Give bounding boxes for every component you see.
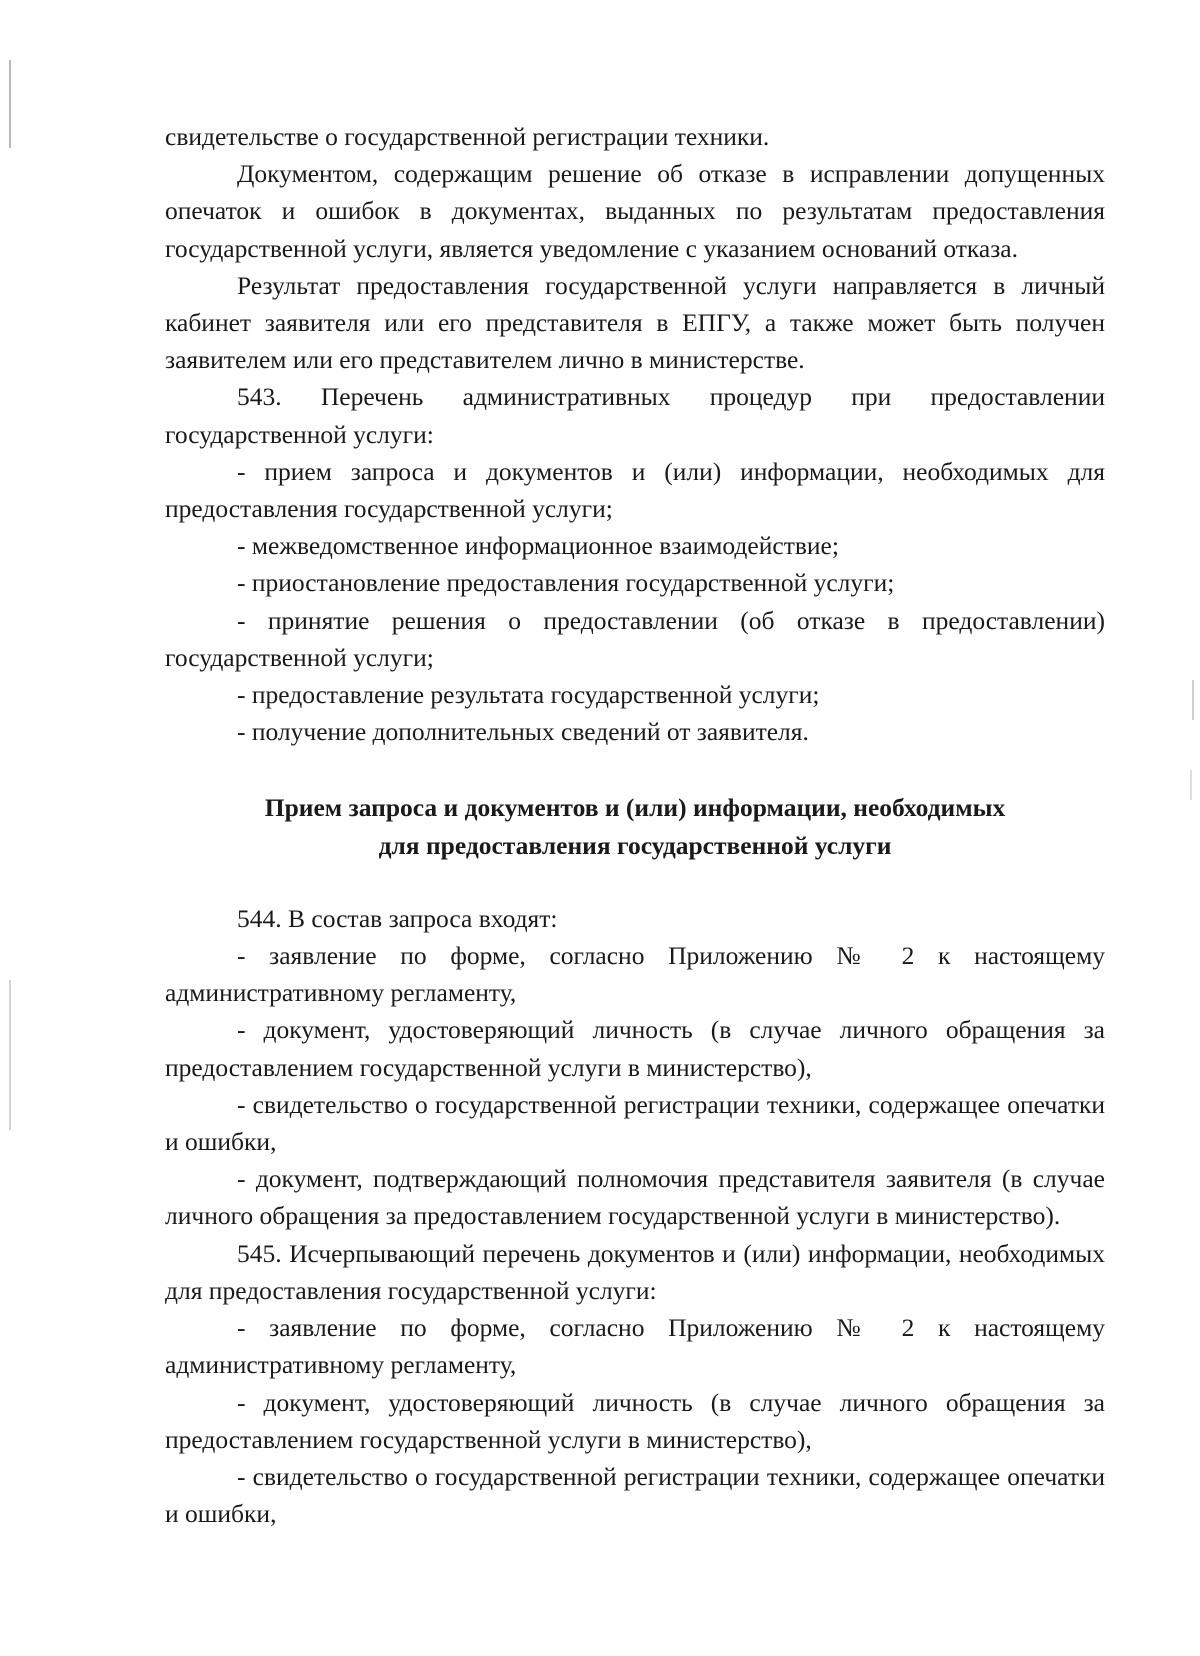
section-heading xyxy=(165,789,1105,863)
scan-edge-mark xyxy=(9,980,11,1130)
paragraph: 544. В состав запроса входят: xyxy=(237,903,558,933)
paragraph: Результат предоставления государственной услуги направляется в личный кабинет заявителя или его представителя в ЕПГУ, а также может быть получен заявителем или его представителем лично в министерстве. xyxy=(165,270,1105,375)
scan-edge-mark xyxy=(9,60,11,148)
list-item: - предоставление результата государственной услуги; xyxy=(237,680,820,710)
paragraph: Документом, содержащим решение об отказе в исправлении допущенных опечаток и ошибок в документах, выданных по результатам предоставления государственной услуги, является уведомление с указанием оснований отказа. xyxy=(165,159,1105,263)
list-item: - свидетельство о государственной регистрации техники, содержащее опечатки и ошибки, xyxy=(165,1461,1105,1529)
list-item: - прием запроса и документов и (или) информации, необходимых для предоставления государственной услуги; xyxy=(165,456,1105,524)
scan-edge-mark xyxy=(1192,680,1194,720)
list-item: - документ, удостоверяющий личность (в случае личного обращения за предоставлением государственной услуги в министерство), xyxy=(165,1387,1105,1454)
list-item: - межведомственное информационное взаимодействие; xyxy=(237,531,839,561)
list-item: - принятие решения о предоставлении (об отказе в предоставлении) государственной услуги; xyxy=(165,605,1105,672)
section-heading-line: Прием запроса и документов и (или) информации, необходимых xyxy=(264,793,1006,823)
paragraph: свидетельстве о государственной регистрации техники. xyxy=(165,122,770,151)
list-item: - заявление по форме, согласно Приложению № 2 к настоящему административному регламенту, xyxy=(165,941,1105,1008)
scan-edge-mark xyxy=(1190,770,1192,800)
list-item: - получение дополнительных сведений от заявителя. xyxy=(237,717,809,747)
section-heading-line: для предоставления государственной услуги xyxy=(378,830,892,860)
list-item: - документ, подтверждающий полномочия представителя заявителя (в случае личного обращения за предоставлением государственной услуги в министерство). xyxy=(165,1164,1105,1231)
paragraph: 545. Исчерпывающий перечень документов и (или) информации, необходимых для предоставления государственной услуги: xyxy=(165,1238,1105,1305)
list-item: - свидетельство о государственной регистрации техники, содержащее опечатки и ошибки, xyxy=(165,1089,1105,1157)
list-item: - приостановление предоставления государственной услуги; xyxy=(237,568,895,598)
list-item: - документ, удостоверяющий личность (в случае личного обращения за предоставлением государственной услуги в министерство), xyxy=(165,1015,1105,1082)
list-item: - заявление по форме, согласно Приложению № 2 к настоящему административному регламенту, xyxy=(165,1313,1105,1380)
paragraph: 543. Перечень административных процедур при предоставлении государственной услуги: xyxy=(165,382,1105,449)
document-body xyxy=(165,118,1105,1532)
